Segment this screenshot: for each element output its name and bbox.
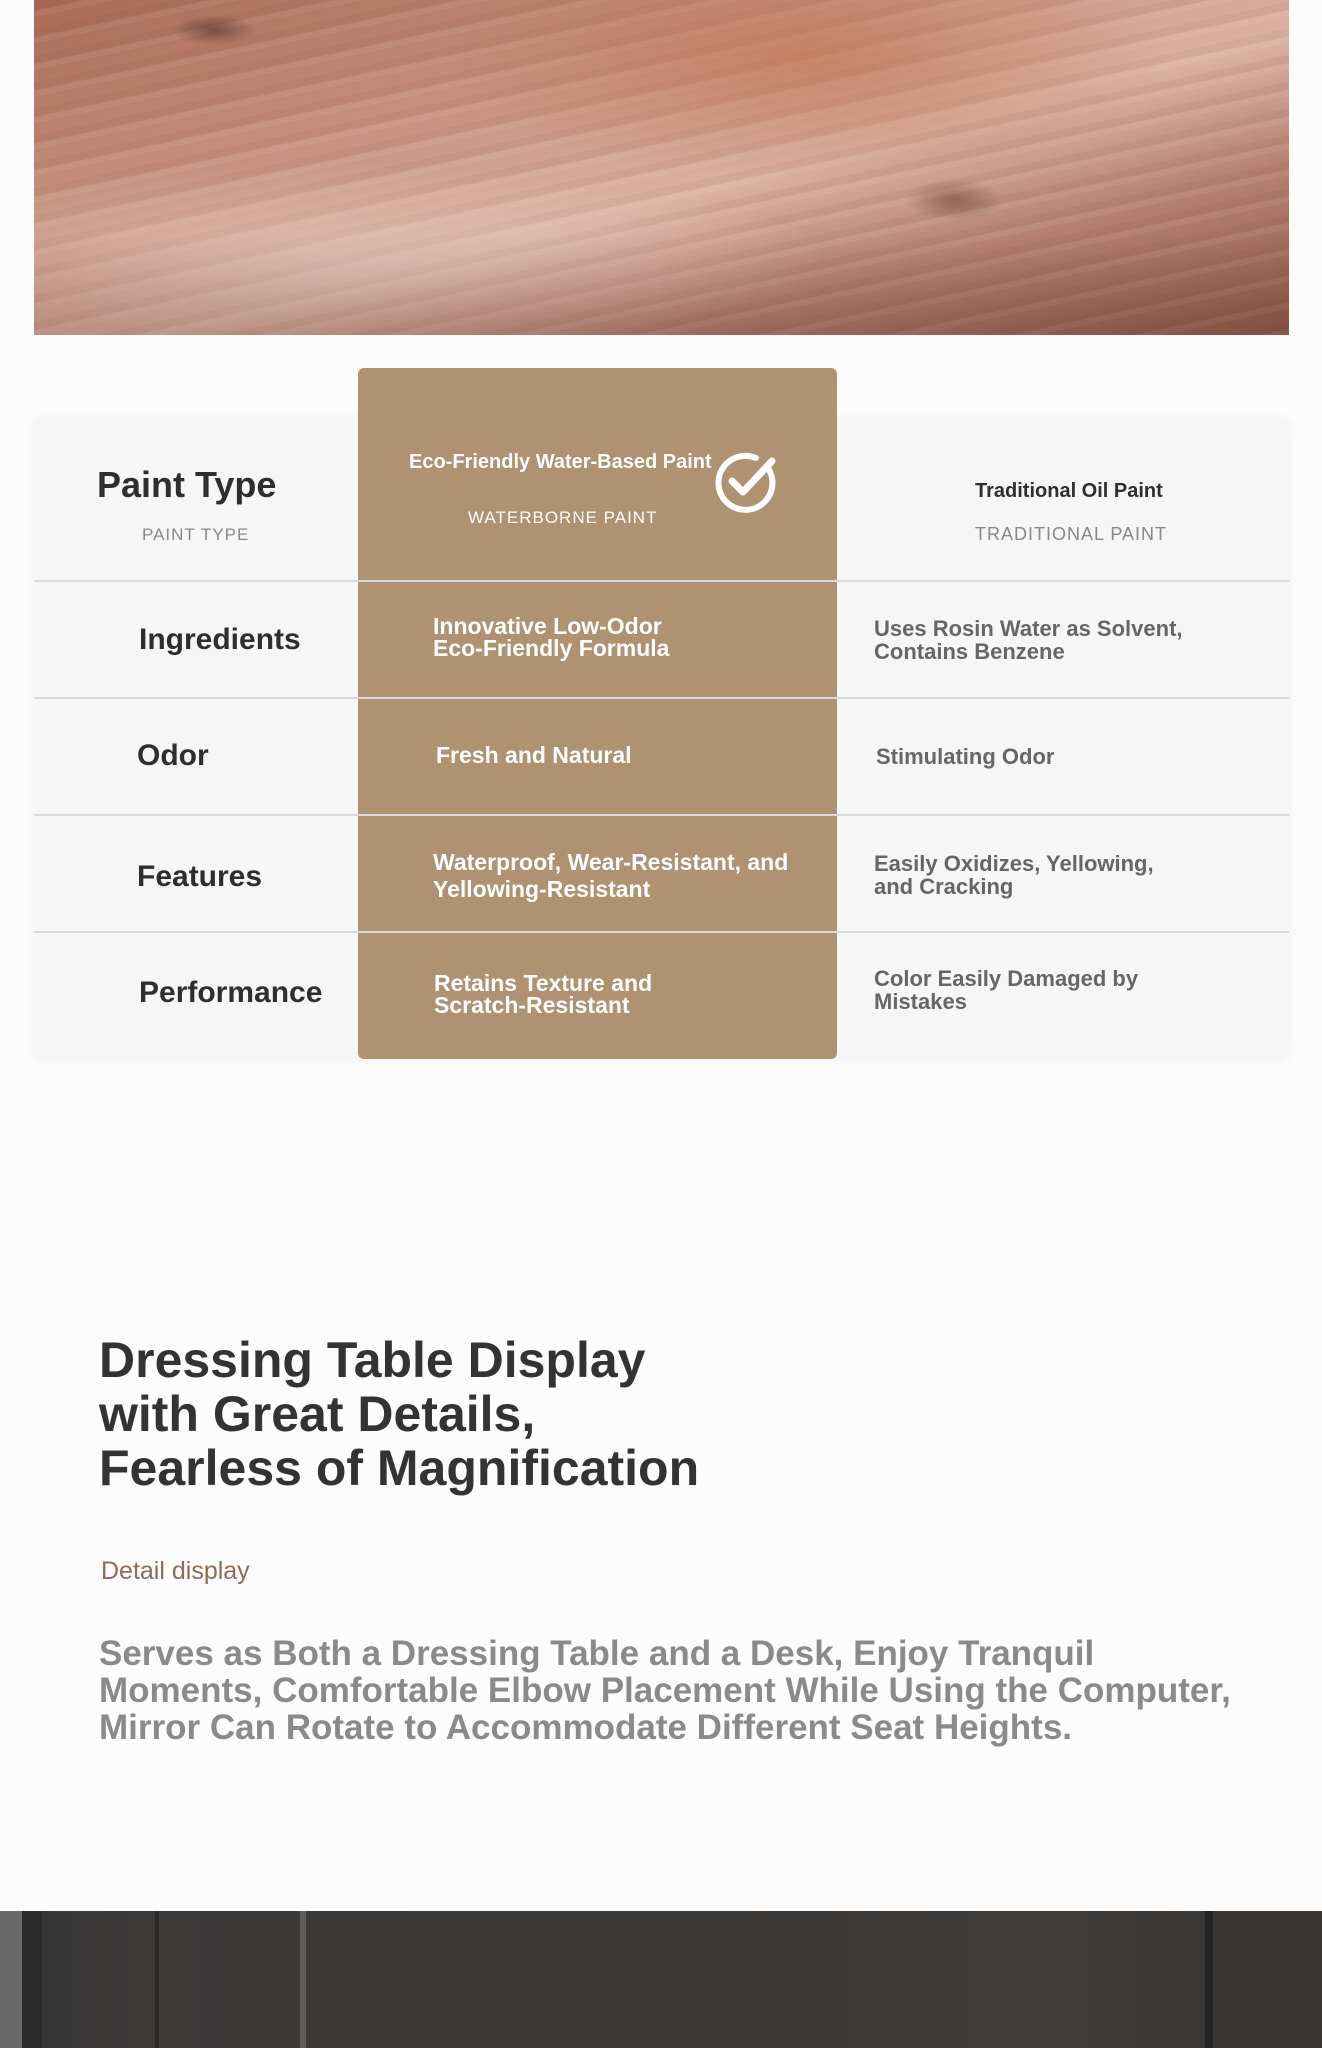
row-divider bbox=[34, 814, 1289, 816]
traditional-cell-line: and Cracking bbox=[874, 874, 1014, 899]
eco-cell bbox=[433, 849, 788, 903]
eco-cell-line: Eco-Friendly Formula bbox=[433, 635, 670, 661]
paint-type-label: Paint Type bbox=[97, 464, 277, 505]
traditional-cell bbox=[874, 852, 1154, 898]
headline-line: with Great Details, bbox=[99, 1386, 536, 1442]
eco-cell-line: Yellowing-Resistant bbox=[433, 876, 651, 902]
traditional-paint-title: Traditional Oil Paint bbox=[975, 480, 1163, 502]
description-line: Serves as Both a Dressing Table and a Desk, Enjoy Tranquil bbox=[99, 1634, 1095, 1673]
traditional-cell bbox=[874, 617, 1183, 663]
traditional-cell bbox=[874, 967, 1138, 1013]
eco-cell-line: Fresh and Natural bbox=[436, 742, 632, 768]
traditional-cell-line: Easily Oxidizes, Yellowing, bbox=[874, 851, 1154, 876]
detail-display-tag: Detail display bbox=[101, 1557, 250, 1585]
eco-cell bbox=[434, 972, 652, 1016]
traditional-cell bbox=[876, 745, 1054, 768]
headline-line: Dressing Table Display bbox=[99, 1332, 646, 1388]
traditional-cell-line: Color Easily Damaged by bbox=[874, 966, 1139, 991]
section-headline bbox=[99, 1333, 999, 1495]
eco-cell-line: Waterproof, Wear-Resistant, and bbox=[433, 849, 789, 875]
row-divider bbox=[34, 931, 1289, 933]
traditional-cell-line: Mistakes bbox=[874, 989, 967, 1014]
eco-cell-line: Innovative Low-Odor bbox=[433, 613, 662, 639]
row-divider bbox=[34, 697, 1289, 699]
headline-line: Fearless of Magnification bbox=[99, 1440, 700, 1496]
traditional-cell-line: Uses Rosin Water as Solvent, bbox=[874, 616, 1183, 641]
eco-paint-subtitle: WATERBORNE PAINT bbox=[468, 508, 658, 527]
check-circle-icon bbox=[712, 448, 778, 514]
description-line: Moments, Comfortable Elbow Placement While Using the Computer, bbox=[99, 1671, 1231, 1710]
eco-cell-line: Retains Texture and bbox=[434, 970, 653, 996]
row-label: Ingredients bbox=[139, 623, 301, 656]
row-label: Odor bbox=[137, 739, 209, 772]
wood-texture-banner bbox=[34, 0, 1289, 335]
row-label: Performance bbox=[139, 976, 323, 1009]
traditional-paint-subtitle: TRADITIONAL PAINT bbox=[975, 524, 1168, 544]
eco-cell-line: Scratch-Resistant bbox=[434, 992, 630, 1018]
dressing-table-photo bbox=[0, 1911, 1322, 2048]
eco-cell bbox=[436, 744, 632, 766]
description-line: Mirror Can Rotate to Accommodate Different Seat Heights. bbox=[99, 1708, 1073, 1747]
row-divider bbox=[34, 580, 1289, 582]
traditional-cell-line: Contains Benzene bbox=[874, 639, 1065, 664]
traditional-cell-line: Stimulating Odor bbox=[876, 744, 1055, 769]
paint-type-sublabel: PAINT TYPE bbox=[142, 525, 250, 544]
eco-paint-title: Eco-Friendly Water-Based Paint bbox=[409, 451, 712, 473]
eco-cell bbox=[433, 615, 669, 659]
row-label: Features bbox=[137, 860, 263, 893]
section-description bbox=[99, 1635, 1249, 1746]
